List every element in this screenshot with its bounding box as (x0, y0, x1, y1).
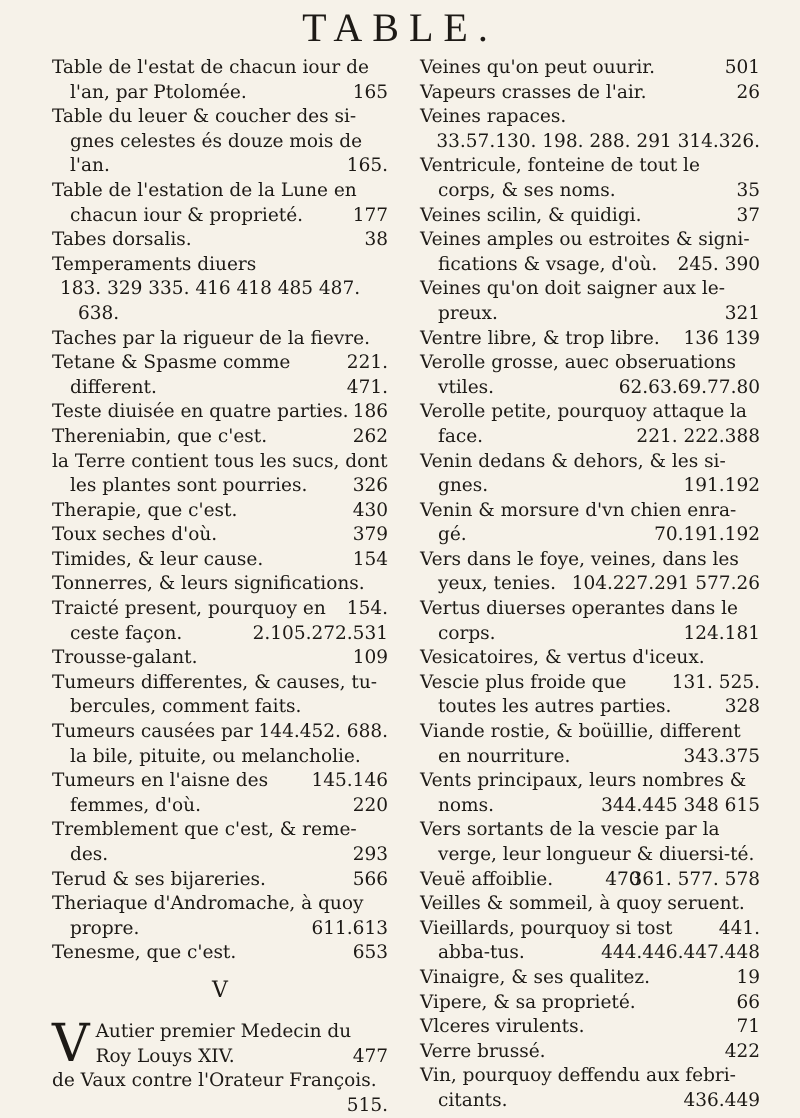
entry-text: Vers sortants de la vescie par la verge, leur longueur & diuersi-té. (420, 819, 755, 865)
entry-text: Vescie plus froide que toutes les autres parties. (420, 671, 672, 718)
list-item (420, 1064, 760, 1113)
entry-pages: 430 (352, 499, 388, 521)
list-item (52, 499, 388, 524)
entry-pages: 145.146 (311, 770, 388, 792)
list-item (420, 499, 760, 548)
list-item (52, 105, 388, 179)
entry-pages: 19 (736, 966, 760, 988)
list-item (420, 450, 760, 499)
entry-text: Vertus diuerses operantes dans le corps. (420, 598, 738, 644)
entry-text: Taches par la rigueur de la fievre. (52, 327, 370, 349)
section-letter-v: V (212, 977, 228, 1003)
entry-text: Vin, pourquoy deffendu aux febri-citants. (420, 1065, 736, 1111)
entry-text: Timides, & leur cause. (52, 548, 264, 570)
entry-pages: 436.449 (683, 1089, 760, 1111)
entry-pages: 71 (736, 1016, 760, 1038)
entry-text: Vlceres virulents. (420, 1016, 585, 1038)
entry-pages: 35 (736, 179, 760, 201)
entry-text: Trousse-galant. (52, 647, 198, 669)
entry-text: Verolle petite, pourquoy attaque la face. (420, 401, 747, 447)
entry-text: Terud & ses bijareries. (52, 868, 266, 890)
list-item (420, 892, 760, 939)
list-item (420, 966, 760, 991)
list-item (420, 204, 760, 229)
entry-text: Toux seches d'où. (52, 524, 218, 546)
entry-pages: 66 (736, 991, 760, 1013)
entry-pages: 422 (724, 1040, 760, 1062)
list-item (420, 228, 760, 277)
entry-text: Table de l'estat de chacun iour de l'an, par Ptolomée. (52, 57, 369, 103)
entry-text: Table du leuer & coucher des si-gnes celestes és douze mois de l'an. (52, 106, 363, 177)
entry-pages: 515. (346, 1094, 388, 1116)
entry-pages: 344.445 348 615 (601, 794, 760, 816)
entry-pages: 653 (352, 942, 388, 964)
entry-text: de Vaux contre l'Orateur François. (52, 1070, 377, 1092)
entry-text: la Terre contient tous les sucs, dont les plantes sont pourries. (52, 450, 388, 497)
entry-text: Tonnerres, & leurs significations. (52, 573, 365, 595)
list-item (420, 327, 760, 352)
entry-pages: 501 (724, 57, 760, 78)
entry-pages: 154. (346, 598, 388, 620)
entry-pages: 361. 577. 578 (630, 868, 760, 890)
entry-pages: 444.446.447.448 (601, 942, 760, 964)
entry-pages: 441. (718, 917, 760, 939)
entry-text: Veines rapaces. (420, 106, 567, 128)
list-item (420, 917, 760, 966)
list-item (52, 228, 388, 253)
entry-text: Vesicatoires, & vertus d'iceux. (420, 647, 705, 669)
entry-pages: 136 139 (683, 327, 760, 349)
entry-text: Veuë affoiblie. (420, 868, 554, 890)
list-item (420, 769, 760, 818)
entry-text: Tumeurs en l'aisne des femmes, d'où. (52, 770, 269, 816)
entry-text: Veines scilin, & quidigi. (420, 204, 642, 226)
list-item (420, 646, 760, 693)
right-column (420, 56, 760, 1114)
entry-text: Vers dans le foye, veines, dans les yeux, tenies. (420, 548, 739, 595)
entry-pages: 245. 390 (677, 253, 760, 275)
entry-pages: 37 (736, 204, 760, 226)
entry-pages: 124.181 (683, 622, 760, 644)
page-title: TABLE. (302, 5, 498, 50)
entry-pages: 379 (352, 524, 388, 546)
left-column (52, 56, 388, 1118)
entry-text: Vieillards, pourquoy si tost abba-tus. (420, 917, 673, 964)
list-item (52, 671, 388, 743)
entry-text: Ventre libre, & trop libre. (420, 327, 660, 349)
entry-text: Tumeurs causées par la bile, pituite, ou melancholie. (52, 721, 361, 767)
entry-pages: 471. (346, 376, 388, 398)
entry-text: Veines qu'on peut ouurir. (420, 57, 655, 78)
list-item (52, 818, 388, 867)
entry-pages: 165. (346, 155, 388, 177)
entry-pages: 221. 222.388 (636, 425, 760, 447)
entry-pages: 177 (352, 204, 388, 226)
entry-text: Verolle grosse, auec obseruations vtiles. (420, 352, 737, 398)
entry-pages: 165 (352, 81, 388, 103)
entry-text: Verre brussé. (420, 1040, 546, 1062)
list-item (52, 400, 388, 425)
entry-text: Veines qu'on doit saigner aux le-preux. (420, 278, 725, 324)
entry-pages: 566 (352, 868, 388, 890)
list-item (420, 548, 760, 597)
entry-pages: 477 (352, 1045, 388, 1067)
entry-text: Vents principaux, leurs nombres & noms. (420, 770, 747, 816)
entry-pages: 131. 525. (671, 671, 760, 693)
list-item (420, 351, 760, 400)
entry-pages: 109 (352, 647, 388, 669)
entry-pages: 62.63.69.77.80 (618, 376, 760, 398)
entry-pages: 220 (352, 794, 388, 816)
entry-text: Tetane & Spasme comme different. (52, 352, 291, 398)
list-item (420, 56, 760, 81)
entry-text: Tabes dorsalis. (52, 229, 192, 251)
entry-pages: 104.227.291 577.26 (571, 573, 760, 595)
list-item (52, 597, 388, 646)
entry-pages: 186 (352, 401, 388, 423)
list-item (52, 572, 388, 620)
entry-pages: 611.613 (311, 917, 388, 939)
entry-text: Tremblement que c'est, & reme-des. (52, 819, 357, 865)
entry-pages: 183. 329 335. 416 418 485 487. 638. (60, 278, 361, 324)
entry-pages: 26 (736, 81, 760, 103)
entry-pages: 470 (605, 868, 641, 890)
list-item (52, 351, 388, 400)
entry-text: Tenesme, que c'est. (52, 942, 237, 964)
entry-pages: 326 (352, 475, 388, 497)
entry-pages: 154 (352, 548, 388, 570)
entry-pages: 2.105.272.531 (252, 622, 388, 644)
list-item (52, 425, 388, 450)
entry-text: Venin & morsure d'vn chien enra-gé. (420, 499, 737, 546)
entry-text: Vinaigre, & ses qualitez. (420, 966, 651, 988)
entry-text: Vipere, & sa proprieté. (420, 991, 636, 1013)
entry-text: Viande rostie, & boüillie, different en nourriture. (420, 721, 741, 767)
list-item (52, 253, 388, 324)
list-item (52, 450, 388, 499)
list-item (420, 1015, 760, 1040)
list-item (52, 1013, 388, 1074)
entry-text: Teste diuisée en quatre parties. (52, 401, 349, 423)
list-item (52, 523, 388, 548)
list-item (52, 941, 388, 966)
list-item (52, 892, 388, 941)
list-item (52, 179, 388, 228)
list-item (52, 56, 388, 105)
entry-pages: 33.57.130. 198. 288. 291 314.326. (436, 130, 760, 152)
entry-pages: 221. (346, 352, 388, 374)
list-item (52, 868, 388, 893)
entry-pages: 262 (352, 425, 388, 447)
list-item (52, 1069, 388, 1116)
entry-pages: 70.191.192 (654, 524, 760, 546)
entry-pages: 328 (724, 696, 760, 718)
list-item (420, 277, 760, 326)
entry-text: Temperaments diuers (52, 253, 257, 275)
entry-text: Thereniabin, que c'est. (52, 425, 268, 447)
right-entries (420, 56, 760, 1114)
entry-text: Traicté present, pourquoy en ceste façon. (52, 598, 326, 644)
entry-pages: 343.375 (683, 745, 760, 767)
entry-text: Therapie, que c'est. (52, 499, 238, 521)
entry-text: Ventricule, fonteine de tout le corps, & ses noms. (420, 155, 700, 201)
list-item (420, 1040, 760, 1065)
left-entries (52, 56, 388, 966)
entry-text: Tumeurs differentes, & causes, tu-bercules, comment faits. (52, 671, 378, 718)
list-item (420, 400, 760, 449)
entry-text: Autier premier Medecin du Roy Louys XIV. (95, 1020, 352, 1067)
list-item (52, 548, 388, 573)
list-item (420, 81, 760, 106)
entry-text: Veilles & sommeil, à quoy seruent. (420, 893, 745, 915)
entry-pages: 144.452. 688. (258, 721, 388, 743)
list-item (420, 991, 760, 1016)
entry-text: Venin dedans & dehors, & les si-gnes. (420, 450, 726, 497)
entry-text: Vapeurs crasses de l'air. (420, 81, 647, 103)
list-item (420, 597, 760, 646)
entry-pages: 321 (724, 302, 760, 324)
entry-text: Veines amples ou estroites & signi-fications & vsage, d'où. (420, 229, 750, 275)
drop-cap: V (52, 1013, 90, 1074)
list-item (52, 646, 388, 671)
list-item (420, 105, 760, 152)
entry-pages: 38 (364, 229, 388, 251)
entry-pages: 293 (352, 844, 388, 865)
entry-text: Table de l'estation de la Lune en chacun iour & proprieté. (52, 179, 357, 226)
entry-text: Theriaque d'Andromache, à quoy propre. (52, 893, 364, 939)
entry-pages: 191.192 (683, 475, 760, 497)
list-item (420, 720, 760, 769)
